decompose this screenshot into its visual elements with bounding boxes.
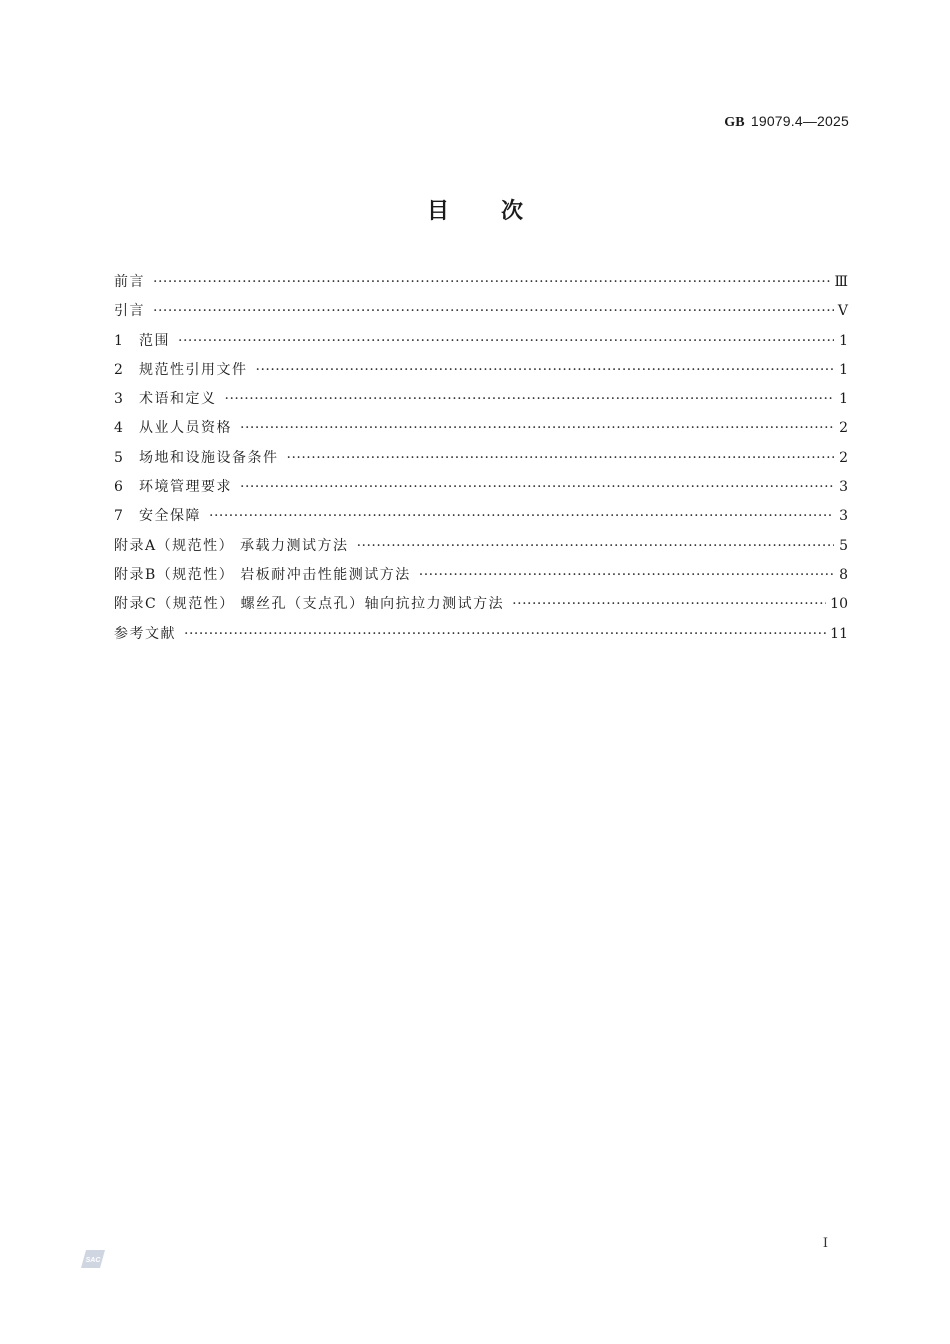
toc-entry[interactable]	[114, 330, 848, 359]
toc-entry-page: 11	[830, 625, 848, 642]
toc-entry-label: 安全保障	[139, 508, 201, 525]
toc-entry-page: Ⅴ	[837, 303, 848, 320]
page-number: Ⅰ	[822, 1236, 828, 1251]
toc-leader-dots	[153, 303, 834, 319]
toc-entry[interactable]	[114, 417, 848, 446]
toc-entry[interactable]	[114, 447, 848, 476]
toc-entry-page: 3	[839, 508, 848, 525]
toc-entry[interactable]	[114, 535, 848, 564]
toc-entry[interactable]	[114, 359, 848, 388]
toc-entry[interactable]	[114, 505, 848, 534]
sac-logo-icon	[80, 1249, 106, 1269]
toc-leader-dots	[225, 391, 835, 407]
toc-entry-label: 规范性引用文件	[139, 361, 248, 378]
toc-title: 目次	[426, 199, 575, 224]
toc-entry-page: 1	[839, 332, 848, 349]
toc-entry-label: 附录B（规范性） 岩板耐冲击性能测试方法	[114, 566, 411, 583]
toc-entry-label: 环境管理要求	[139, 479, 232, 496]
toc-entry-number: 3	[114, 391, 123, 408]
standard-prefix: GB	[724, 115, 745, 130]
toc-entry-number: 2	[114, 361, 123, 378]
toc-leader-dots	[153, 274, 830, 290]
toc-entry-page: 10	[830, 596, 848, 613]
toc-entry-page: 3	[839, 479, 848, 496]
toc-entry[interactable]	[114, 271, 848, 300]
toc-entry[interactable]	[114, 476, 848, 505]
toc-entry-label: 术语和定义	[139, 391, 217, 408]
toc-leader-dots	[184, 626, 826, 642]
standard-number	[724, 113, 849, 131]
toc-entry[interactable]	[114, 593, 848, 622]
toc-entry-page: 2	[839, 449, 848, 466]
toc-leader-dots	[240, 479, 834, 495]
toc-leader-dots	[357, 538, 834, 554]
toc-entry-page: 1	[839, 361, 848, 378]
toc-entry-number: 6	[114, 479, 123, 496]
toc-leader-dots	[512, 596, 826, 612]
toc-entry-page: 8	[839, 566, 848, 583]
toc-leader-dots	[419, 567, 834, 583]
toc-entry-label: 范围	[139, 332, 170, 349]
toc-leader-dots	[178, 333, 834, 349]
toc-entry-label: 附录A（规范性） 承载力测试方法	[114, 537, 349, 554]
toc-entry[interactable]	[114, 623, 848, 652]
toc-entry-page: 5	[839, 537, 848, 554]
toc-entry-number: 7	[114, 508, 123, 525]
toc-leader-dots	[209, 508, 834, 524]
sac-logo-text: SAC	[85, 1257, 101, 1264]
toc-entry-label: 前言	[114, 274, 145, 290]
toc-entry-label: 引言	[114, 303, 145, 320]
toc-entry-label: 从业人员资格	[139, 420, 232, 437]
toc-entry-label: 场地和设施设备条件	[139, 449, 279, 466]
toc-entry-number: 5	[114, 449, 123, 466]
toc-entry-label: 参考文献	[114, 625, 176, 642]
toc-entry-label: 附录C（规范性） 螺丝孔（支点孔）轴向抗拉力测试方法	[114, 596, 505, 613]
toc-leader-dots	[240, 420, 834, 436]
toc-entry-page: 1	[839, 391, 848, 408]
toc-entry[interactable]	[114, 300, 848, 329]
toc-entry[interactable]	[114, 564, 848, 593]
toc-entry-page: Ⅲ	[834, 274, 848, 290]
toc-entry-number: 4	[114, 420, 123, 437]
toc-entry-number: 1	[114, 332, 123, 349]
toc-entry[interactable]	[114, 388, 848, 417]
standard-code: 19079.4—2025	[750, 113, 849, 129]
toc-entry-page: 2	[839, 420, 848, 437]
toc-list	[114, 271, 848, 652]
toc-leader-dots	[256, 362, 835, 378]
toc-leader-dots	[287, 450, 835, 466]
